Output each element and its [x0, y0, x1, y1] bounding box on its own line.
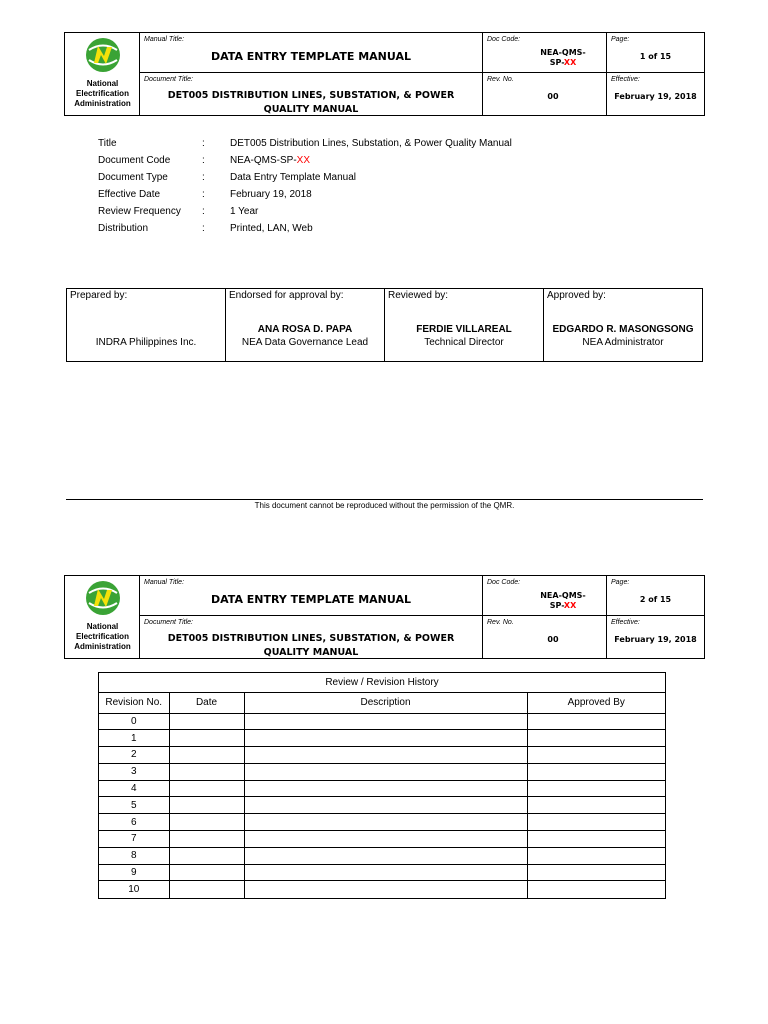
manual-title-cell: Manual Title: DATA ENTRY TEMPLATE MANUAL: [140, 576, 483, 616]
footer-notice: This document cannot be reproduced without the permission of the QMR.: [254, 501, 515, 510]
document-title: DET005 DISTRIBUTION LINES, SUBSTATION, & POWER QUALITY MANUAL: [167, 633, 455, 658]
table-row: 3: [99, 763, 665, 780]
rev-no: 00: [547, 92, 559, 101]
document-title: DET005 DISTRIBUTION LINES, SUBSTATION, & POWER QUALITY MANUAL: [167, 90, 455, 115]
page-1-header: [64, 32, 705, 116]
col-description: Description: [244, 693, 527, 713]
doc-code-cell: Doc Code: NEA-QMS- SP-XX: [483, 33, 607, 73]
effective-cell: Effective: February 19, 2018: [607, 73, 704, 115]
table-row: 8: [99, 847, 665, 864]
table-row: 5: [99, 797, 665, 814]
organization-name: National Electrification Administration: [74, 79, 131, 108]
table-row: 9: [99, 864, 665, 881]
col-date: Date: [169, 693, 244, 713]
table-row: 2: [99, 747, 665, 764]
col-revision-no: Revision No.: [99, 693, 169, 713]
page-number: 2 of 15: [639, 595, 672, 604]
page-number: 1 of 15: [639, 52, 672, 61]
nea-lightning-logo-icon: [85, 580, 121, 616]
table-row: 4: [99, 780, 665, 797]
revision-history-title: Review / Revision History: [99, 673, 665, 693]
nea-logo: [65, 576, 140, 658]
rev-no-cell: Rev. No. 00: [483, 73, 607, 115]
effective-date: February 19, 2018: [614, 92, 697, 101]
doc-code: NEA-QMS- SP-XX: [540, 48, 586, 67]
page-2-header: [64, 575, 705, 659]
reviewed-by-cell: Reviewed by: FERDIE VILLAREAL Technical Director: [385, 289, 544, 361]
prepared-by-cell: Prepared by: INDRA Philippines Inc.: [67, 289, 226, 361]
organization-name: National Electrification Administration: [74, 622, 131, 651]
revision-history-table: [98, 672, 666, 899]
table-row: 1: [99, 730, 665, 747]
revision-table: [99, 693, 665, 898]
doc-code: NEA-QMS- SP-XX: [540, 591, 586, 610]
nea-logo: [65, 33, 140, 115]
page-cell: Page: 2 of 15: [607, 576, 704, 616]
col-approved-by: Approved By: [527, 693, 665, 713]
table-row: 7: [99, 831, 665, 848]
rev-no: 00: [547, 635, 559, 644]
effective-date: February 19, 2018: [614, 635, 697, 644]
rev-no-cell: Rev. No. 00: [483, 616, 607, 658]
nea-lightning-logo-icon: [85, 37, 121, 73]
document-title-cell: Document Title: DET005 DISTRIBUTION LINES, SUBSTATION, & POWER QUALITY MANUAL: [140, 616, 483, 658]
table-row: 0: [99, 713, 665, 730]
approved-by-cell: Approved by: EDGARDO R. MASONGSONG NEA Administrator: [547, 290, 694, 348]
doc-code-cell: Doc Code: NEA-QMS- SP-XX: [483, 576, 607, 616]
effective-cell: Effective: February 19, 2018: [607, 616, 704, 658]
page-cell: Page: 1 of 15: [607, 33, 704, 73]
manual-title: DATA ENTRY TEMPLATE MANUAL: [211, 593, 411, 606]
signatories-table: [66, 288, 703, 362]
table-row: 6: [99, 814, 665, 831]
footer-divider: [66, 499, 703, 500]
manual-title: DATA ENTRY TEMPLATE MANUAL: [211, 50, 411, 63]
document-title-cell: Document Title: DET005 DISTRIBUTION LINES, SUBSTATION, & POWER QUALITY MANUAL: [140, 73, 483, 115]
manual-title-cell: Manual Title: DATA ENTRY TEMPLATE MANUAL: [140, 33, 483, 73]
revision-header-row: [99, 693, 665, 713]
endorsed-by-cell: Endorsed for approval by: ANA ROSA D. PAPA NEA Data Governance Lead: [226, 289, 385, 361]
table-row: 10: [99, 881, 665, 898]
